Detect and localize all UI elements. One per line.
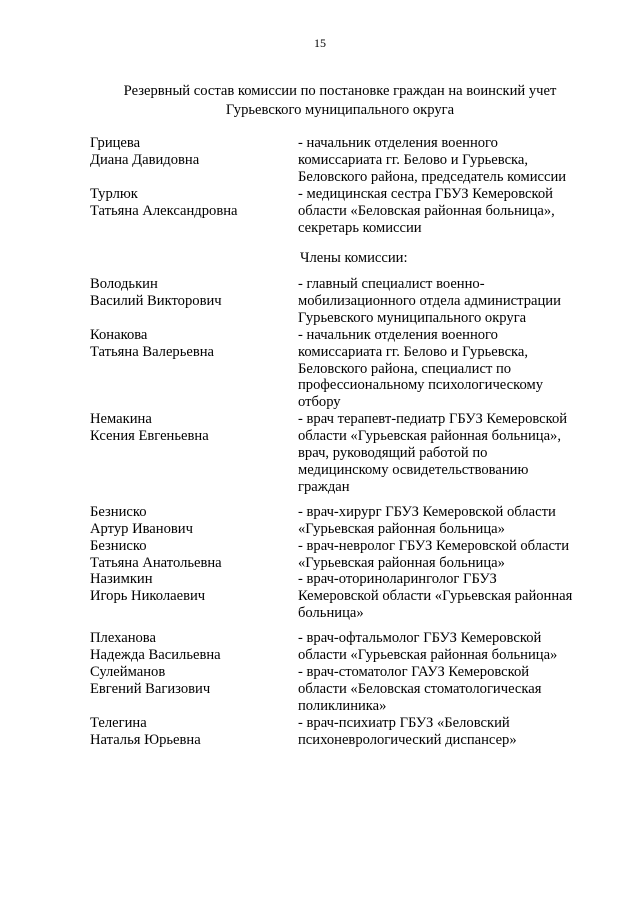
role-line: комиссариата гг. Белово и Гурьевска, (298, 343, 529, 360)
role-line: - врач-хирург ГБУЗ Кемеровской области (298, 503, 556, 520)
role-line: - главный специалист военно- (298, 276, 485, 292)
role-line: врач, руководящий работой по (298, 445, 488, 462)
person-name (90, 630, 298, 664)
person-entry (90, 538, 610, 572)
surname: Немакина (90, 411, 152, 428)
person-role (298, 664, 598, 715)
role-line: Гурьевского муниципального округа (298, 309, 527, 326)
role-line: Кемеровской области «Гурьевская районная (298, 588, 573, 605)
given-names: Диана Давидовна (90, 151, 200, 168)
role-line: профессиональному психологическому (298, 377, 544, 394)
role-line: области «Гурьевская районная больница» (298, 647, 558, 664)
given-names: Артур Иванович (90, 520, 193, 537)
given-names: Ксения Евгеньевна (90, 428, 209, 445)
role-line: - врач-невролог ГБУЗ Кемеровской области (298, 537, 570, 554)
person-role (298, 327, 598, 412)
given-names: Наталья Юрьевна (90, 731, 201, 748)
given-names: Татьяна Александровна (90, 202, 238, 219)
surname: Безниско (90, 537, 147, 554)
given-names: Игорь Николаевич (90, 588, 206, 605)
person-role (298, 186, 598, 237)
page-number: 15 (314, 36, 326, 50)
role-line: - начальник отделения военного (298, 326, 498, 343)
role-line: психоневрологический диспансер» (298, 731, 517, 748)
person-name (90, 664, 298, 715)
role-line: отбору (298, 394, 341, 411)
role-line: области «Беловская районная больница», (298, 202, 555, 219)
role-line: - начальник отделения военного (298, 135, 498, 151)
role-line: медицинскому освидетельствованию (298, 461, 529, 478)
person-entry (90, 186, 610, 237)
person-entry (90, 504, 610, 538)
given-names: Евгений Вагизович (90, 680, 211, 697)
person-name (90, 571, 298, 622)
members-heading: Члены комиссии: (300, 250, 408, 266)
role-line: секретарь комиссии (298, 219, 422, 236)
person-name (90, 411, 298, 496)
role-line: - врач-оториноларинголог ГБУЗ (298, 571, 497, 588)
person-name (90, 538, 298, 572)
surname: Плеханова (90, 630, 156, 647)
person-role (298, 504, 598, 538)
role-line: - врач терапевт-педиатр ГБУЗ Кемеровской (298, 411, 568, 428)
person-entry (90, 715, 610, 749)
person-entry (90, 630, 610, 664)
given-names: Надежда Васильевна (90, 647, 221, 664)
role-line: мобилизационного отдела администрации (298, 292, 561, 309)
title-line-1: Резервный состав комиссии по постановке граждан на воинский учет (123, 83, 557, 99)
role-line: комиссариата гг. Белово и Гурьевска, (298, 151, 529, 168)
members-list (90, 276, 610, 748)
document-title (60, 82, 620, 120)
role-line: Беловского района, специалист по (298, 360, 512, 377)
role-line: - врач-психиатр ГБУЗ «Беловский (298, 714, 510, 731)
role-line: - врач-стоматолог ГАУЗ Кемеровской (298, 663, 530, 680)
person-entry (90, 135, 610, 186)
role-line: больница» (298, 605, 364, 622)
surname: Телегина (90, 714, 147, 731)
person-name (90, 276, 298, 327)
person-role (298, 538, 598, 572)
person-name (90, 135, 298, 186)
role-line: «Гурьевская районная больница» (298, 554, 505, 571)
title-line-2: Гурьевского муниципального округа (225, 102, 455, 118)
person-entry (90, 411, 610, 496)
person-entry (90, 327, 610, 412)
surname: Володькин (90, 276, 158, 292)
surname: Конакова (90, 326, 148, 343)
person-name (90, 186, 298, 237)
role-line: Беловского района, председатель комиссии (298, 168, 567, 185)
person-role (298, 571, 598, 622)
person-role (298, 135, 598, 186)
surname: Безниско (90, 503, 147, 520)
role-line: «Гурьевская районная больница» (298, 520, 505, 537)
surname: Турлюк (90, 185, 138, 202)
person-name (90, 715, 298, 749)
person-name (90, 327, 298, 412)
person-entry (90, 664, 610, 715)
role-line: поликлиника» (298, 697, 387, 714)
person-role (298, 276, 598, 327)
person-role (298, 715, 598, 749)
surname: Назимкин (90, 571, 153, 588)
surname: Сулейманов (90, 663, 166, 680)
leadership-list (90, 135, 610, 236)
given-names: Татьяна Анатольевна (90, 554, 222, 571)
person-name (90, 504, 298, 538)
role-line: - врач-офтальмолог ГБУЗ Кемеровской (298, 630, 542, 647)
surname: Грицева (90, 135, 141, 151)
role-line: области «Гурьевская районная больница», (298, 428, 561, 445)
person-entry (90, 276, 610, 327)
role-line: - медицинская сестра ГБУЗ Кемеровской (298, 185, 553, 202)
role-line: граждан (298, 478, 350, 495)
given-names: Татьяна Валерьевна (90, 343, 215, 360)
given-names: Василий Викторович (90, 292, 222, 309)
person-entry (90, 571, 610, 622)
person-role (298, 630, 598, 664)
role-line: области «Беловская стоматологическая (298, 680, 542, 697)
person-role (298, 411, 598, 496)
